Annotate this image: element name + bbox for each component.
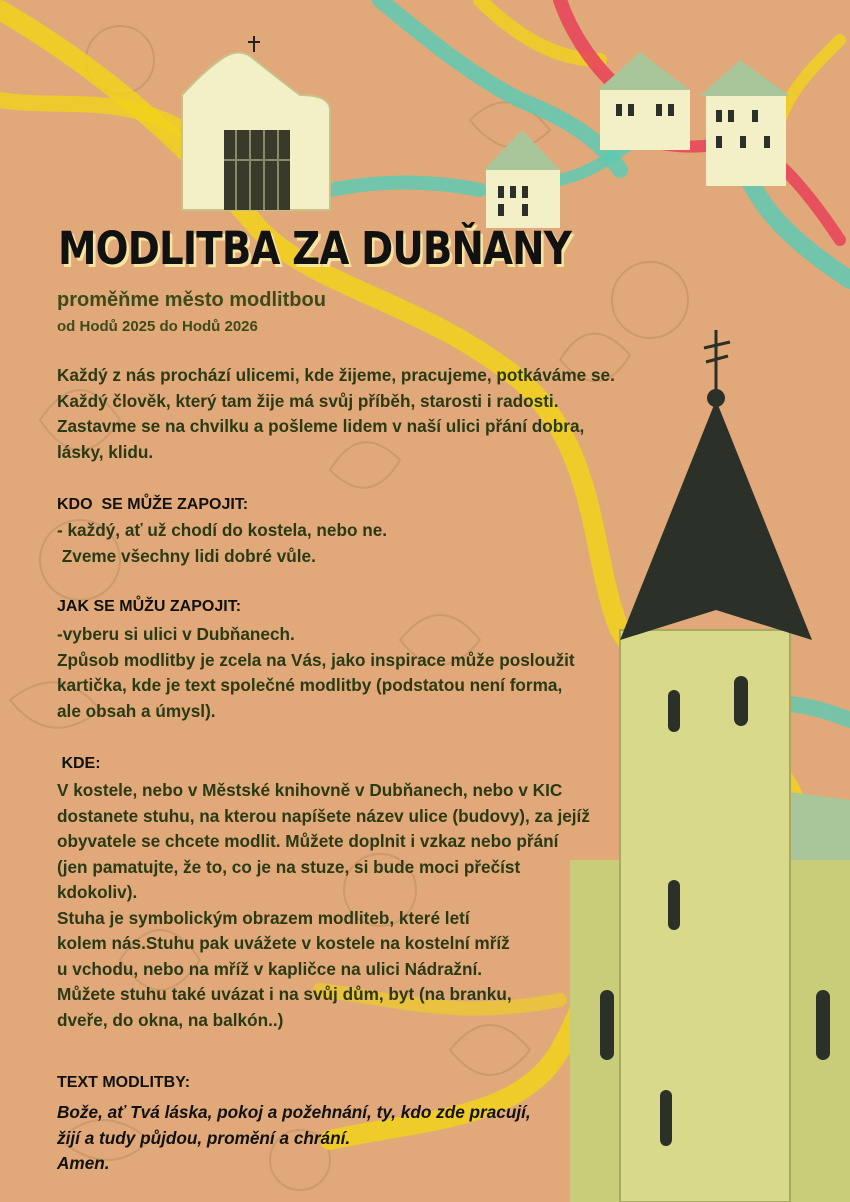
text-line: obyvatele se chcete modlit. Můžete doplnit i vzkaz nebo přání — [57, 831, 559, 851]
prayer-heading: TEXT MODLITBY: — [57, 1074, 191, 1091]
where-paragraph — [57, 778, 590, 1033]
poster-subtitle: proměňme město modlitbou — [57, 289, 326, 311]
text-line: žijí a tudy půjdou, promění a chrání. — [57, 1127, 351, 1148]
how-paragraph — [57, 622, 575, 724]
intro-paragraph — [57, 363, 615, 465]
text-line: kdokoliv). — [57, 882, 138, 902]
text-line: Zastavme se na chvilku a pošleme lidem v naší ulici přání dobra, — [57, 416, 585, 436]
text-line: Každý z nás prochází ulicemi, kde žijeme, pracujeme, potkáváme se. — [57, 365, 615, 385]
text-line: Zveme všechny lidi dobré vůle. — [57, 545, 316, 566]
text-line: - každý, ať už chodí do kostela, nebo ne. — [57, 520, 388, 540]
text-line: (jen pamatujte, že to, co je na stuze, si bude moci přečíst — [57, 856, 521, 877]
how-heading: JAK SE MŮŽU ZAPOJIT: — [57, 598, 242, 615]
text-line: Způsob modlitby je zcela na Vás, jako inspirace může posloužit — [57, 649, 575, 670]
text-line: dveře, do okna, na balkón..) — [57, 1009, 284, 1030]
text-line: kartička, kde je text společné modlitby (podstatou není forma, — [57, 675, 563, 695]
text-line: ale obsah a úmysl). — [57, 700, 216, 721]
prayer-text — [57, 1100, 531, 1177]
text-line: Bože, ať Tvá láska, pokoj a požehnání, ty, kdo zde pracují, — [57, 1102, 531, 1122]
text-line: Stuha je symbolickým obrazem modliteb, které letí — [57, 907, 470, 928]
where-heading: KDE: — [57, 755, 101, 772]
text-line: u vchodu, nebo na mříž v kapličce na ulici Nádražní. — [57, 958, 483, 979]
who-paragraph — [57, 518, 387, 569]
text-line: V kostele, nebo v Městské knihovně v Dubňanech, nebo v KIC — [57, 780, 563, 800]
text-line: Můžete stuhu také uvázat i na svůj dům, byt (na branku, — [57, 984, 512, 1004]
text-line: -vyberu si ulici v Dubňanech. — [57, 624, 295, 644]
text-line: dostanete stuhu, na kterou napíšete název ulice (budovy), za jejíž — [57, 805, 590, 826]
text-line: Každý člověk, který tam žije má svůj příběh, starosti i radosti. — [57, 390, 559, 411]
event-dates: od Hodů 2025 do Hodů 2026 — [57, 318, 258, 335]
text-line: lásky, klidu. — [57, 441, 154, 462]
text-line: kolem nás.Stuhu pak uvážete v kostele na kostelní mříž — [57, 933, 510, 953]
who-heading: KDO SE MŮŽE ZAPOJIT: — [57, 496, 249, 513]
poster-title: MODLITBA ZA DUBŇANY — [58, 222, 571, 275]
text-line: Amen. — [57, 1153, 110, 1173]
